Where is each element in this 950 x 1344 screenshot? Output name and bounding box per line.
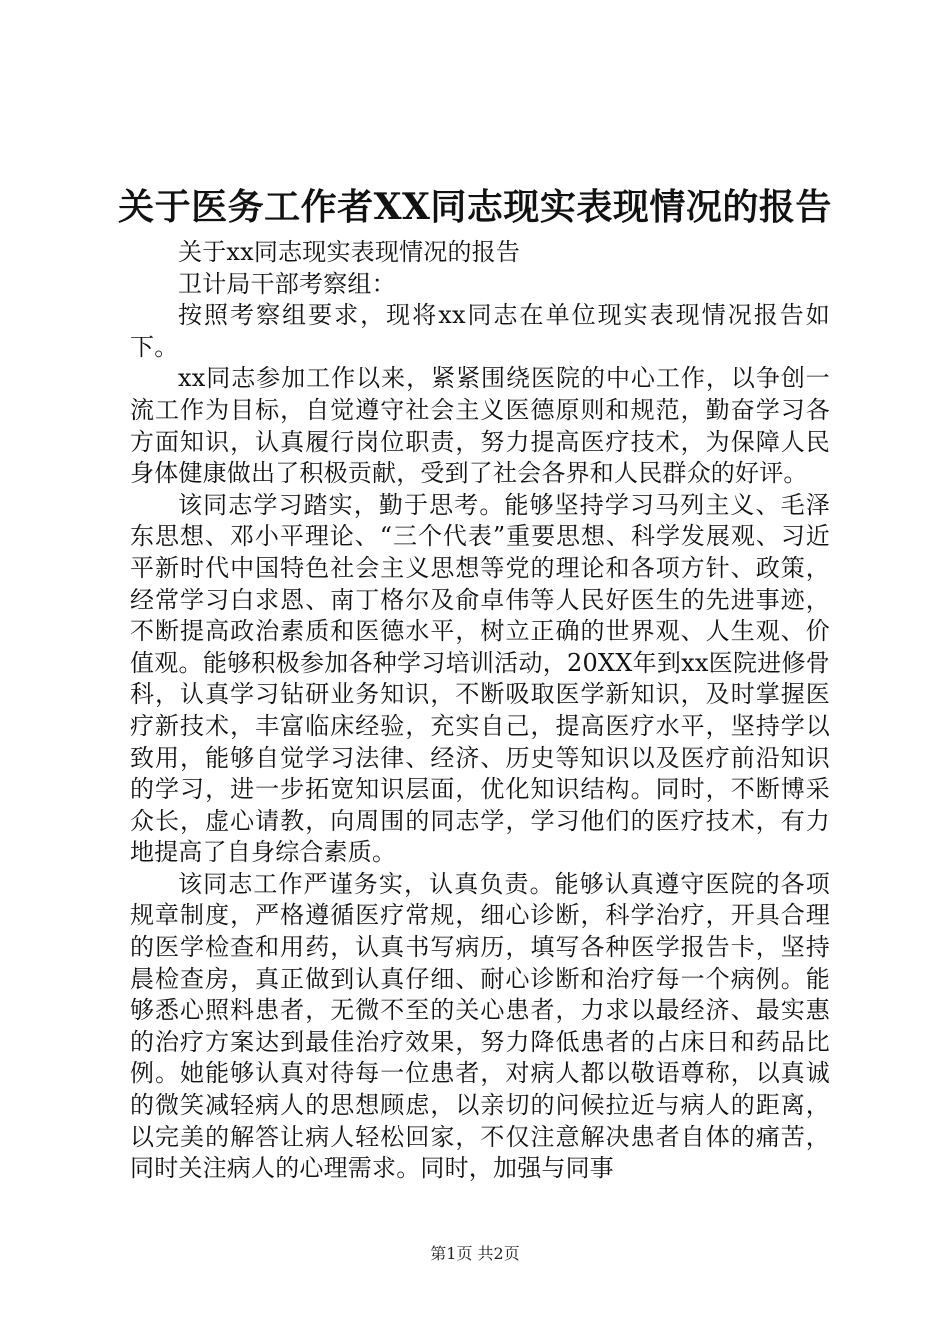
summary-paragraph: xx同志参加工作以来，紧紧围绕医院的中心工作，以争创一流工作为目标，自觉遵守社会主义医德原则和规范，勤奋学习各方面知识，认真履行岗位职责，努力提高医疗技术，为保障人民身体健康做出了积极贡献，受到了社会各界和人民群众的好评。 [130, 364, 830, 488]
work-paragraph: 该同志工作严谨务实，认真负责。能够认真遵守医院的各项规章制度，严格遵循医疗常规，细心诊断，科学治疗，开具合理的医学检查和用药，认真书写病历，填写各种医学报告卡，坚持晨检查房，真正做到认真仔细、耐心诊断和治疗每一个病例。能够悉心照料患者，无微不至的关心患者，力求以最经济、最实惠的治疗方案达到最佳治疗效果，努力降低患者的占床日和药品比例。她能够认真对待每一位患者，对病人都以敬语尊称，以真诚的微笑减轻病人的思想顾虑，以亲切的问候拉近与病人的距离，以完美的解答让病人轻松回家，不仅注意解决患者自体的痛苦，同时关注病人的心理需求。同时，加强与同事 [130, 869, 830, 1183]
subtitle-line: 关于xx同志现实表现情况的报告 [178, 238, 521, 266]
salutation-line: 卫计局干部考察组： [178, 269, 396, 298]
document-title: 关于医务工作者XX同志现实表现情况的报告 [118, 186, 832, 228]
page-number-footer: 第1页 共2页 [430, 1244, 520, 1263]
intro-paragraph: 按照考察组要求，现将xx同志在单位现实表现情况报告如下。 [130, 301, 830, 361]
study-paragraph: 该同志学习踏实，勤于思考。能够坚持学习马列主义、毛泽东思想、邓小平理论、“三个代表”重要思想、科学发展观、习近平新时代中国特色社会主义思想等党的理论和各项方针、政策，经常学习白求恩、南丁格尔及俞卓伟等人民好医生的先进事迹，不断提高政治素质和医德水平，树立正确的世界观、人生观、价值观。能够积极参加各种学习培训活动，20XX年到xx医院进修骨科，认真学习钻研业务知识，不断吸取医学新知识，及时掌握医疗新技术，丰富临床经验，充实自己，提高医疗水平，坚持学以致用，能够自觉学习法律、经济、历史等知识以及医疗前沿知识的学习，进一步拓宽知识层面，优化知识结构。同时，不断博采众长，虚心请教，向周围的同志学，学习他们的医疗技术，有力地提高了自身综合素质。 [130, 490, 830, 867]
document-body [130, 237, 830, 1185]
